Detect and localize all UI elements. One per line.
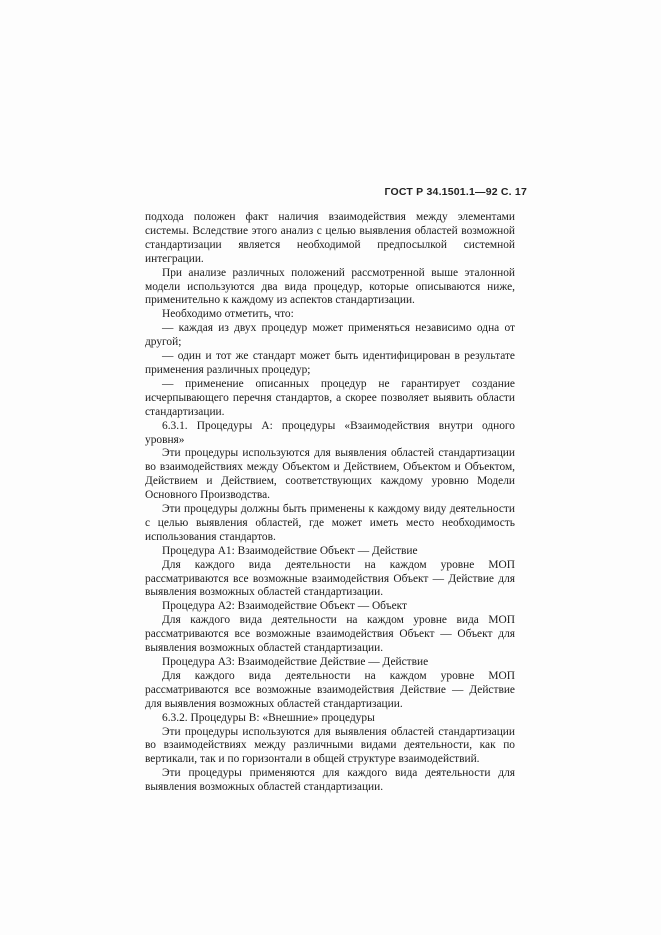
document-body — [145, 211, 515, 795]
paragraph: подхода положен факт наличия взаимодействия между элементами системы. Вследствие этого анализ с целью выявления областей возможной стандартизации является необходимой предпосылкой системной интеграции. — [145, 211, 515, 265]
list-item: — применение описанных процедур не гарантирует создание исчерпывающего перечня стандартов, а скорее позволяет выявить области стандартизации. — [145, 377, 515, 418]
paragraph: При анализе различных положений рассмотренной выше эталонной модели используются два вида процедур, которые описываются ниже, применительно к каждому из аспектов стандартизации. — [145, 266, 515, 307]
list-item: — один и тот же стандарт может быть идентифицирован в результате применения различных процедур; — [145, 350, 515, 376]
paragraph: Эти процедуры применяются для каждого вида деятельности для выявления возможных областей стандартизации. — [145, 767, 515, 794]
procedure-heading: Процедура А3: Взаимодействие Действие — Действие — [162, 656, 429, 668]
paragraph: Эти процедуры должны быть применены к каждому виду деятельности с целью выявления областей, где может иметь место необходимость использования стандартов. — [145, 503, 515, 543]
paragraph: Для каждого вида деятельности на каждом уровне вида МОП рассматриваются все возможные взаимодействия Объект — Объект для выявления возможных областей стандартизации. — [145, 614, 515, 655]
procedure-heading: Процедура А2: Взаимодействие Объект — Объект — [162, 600, 407, 613]
page-header: ГОСТ Р 34.1501.1—92 С. 17 — [384, 186, 527, 198]
paragraph: Необходимо отметить, что: — [162, 308, 294, 321]
list-item: — каждая из двух процедур может применяться независимо одна от другой; — [145, 322, 515, 349]
section-heading: 6.3.2. Процедуры В: «Внешние» процедуры — [162, 711, 375, 724]
paragraph: Эти процедуры используются для выявления областей стандартизации во взаимодействиях между Объектом и Действием, Объектом и Объектом, Действием и Действием, соответствующих каждому уровню Модели Основного Производства. — [145, 447, 515, 502]
paragraph: Эти процедуры используются для выявления областей стандартизации во взаимодействиях между различными видами деятельности, как по вертикали, так и по горизонтали в общей структуре взаимодействий. — [145, 725, 515, 766]
section-heading: 6.3.1. Процедуры А: процедуры «Взаимодействия внутри одного уровня» — [145, 419, 515, 446]
procedure-heading: Процедура А1: Взаимодействие Объект — Действие — [162, 544, 418, 557]
paragraph: Для каждого вида деятельности на каждом уровне МОП рассматриваются все возможные взаимодействия Объект — Действие для выявления возможных областей стандартизации. — [145, 558, 515, 599]
paragraph: Для каждого вида деятельности на каждом уровне МОП рассматриваются все возможные взаимодействия Действие — Действие для выявления возможных областей стандартизации. — [145, 669, 515, 710]
